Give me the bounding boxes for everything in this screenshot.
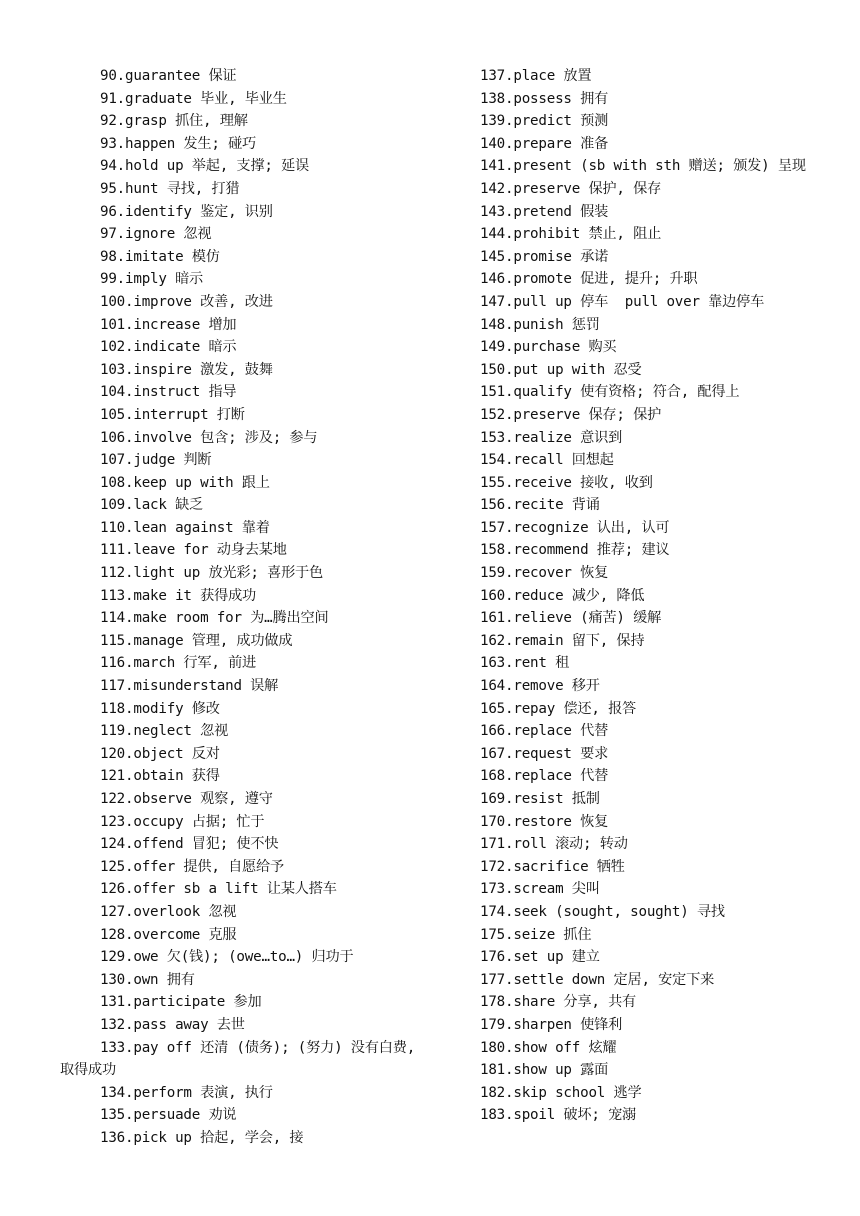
vocab-entry: 142.preserve 保护, 保存 <box>480 180 662 197</box>
vocab-entry: 141.present (sb with sth 赠送; 颁发) 呈现 <box>480 158 806 175</box>
vocab-entry: 130.own 拥有 <box>100 971 195 988</box>
vocab-entry: 98.imitate 模仿 <box>100 248 220 265</box>
vocab-entry: 93.happen 发生; 碰巧 <box>100 135 257 152</box>
vocab-entry: 150.put up with 忍受 <box>480 361 642 378</box>
vocab-entry: 135.persuade 劝说 <box>100 1107 237 1124</box>
vocab-entry: 106.involve 包含; 涉及; 参与 <box>100 429 318 446</box>
vocab-entry: 90.guarantee 保证 <box>100 68 237 84</box>
vocab-entry: 97.ignore 忽视 <box>100 226 212 243</box>
vocab-entry: 149.purchase 购买 <box>480 339 617 356</box>
vocab-entry: 154.recall 回想起 <box>480 452 614 469</box>
vocab-entry: 100.improve 改善, 改进 <box>100 293 273 310</box>
vocab-entry: 108.keep up with 跟上 <box>100 474 270 491</box>
vocab-entry: 102.indicate 暗示 <box>100 339 237 356</box>
vocab-entry: 128.overcome 克服 <box>100 926 237 943</box>
vocab-entry: 148.punish 惩罚 <box>480 316 600 333</box>
vocab-entry: 101.increase 增加 <box>100 316 237 333</box>
vocab-entry: 104.instruct 指导 <box>100 384 237 401</box>
vocab-entry: 151.qualify 使有资格; 符合, 配得上 <box>480 384 740 401</box>
vocab-entry: 123.occupy 占据; 忙于 <box>100 813 265 830</box>
vocab-entry: 155.receive 接收, 收到 <box>480 474 653 491</box>
vocab-entry: 160.reduce 减少, 降低 <box>480 587 645 604</box>
vocab-entry: 167.request 要求 <box>480 745 609 762</box>
vocab-entry: 158.recommend 推荐; 建议 <box>480 542 670 559</box>
vocab-entry: 137.place 放置 <box>480 68 592 84</box>
vocab-entry: 94.hold up 举起, 支撑; 延误 <box>100 158 310 175</box>
vocab-entry: 178.share 分享, 共有 <box>480 994 637 1011</box>
vocab-entry: 96.identify 鉴定, 识别 <box>100 203 273 220</box>
vocab-entry: 139.predict 预测 <box>480 113 609 130</box>
vocab-entry: 138.possess 拥有 <box>480 90 609 107</box>
left-column <box>60 65 430 1150</box>
vocab-entry: 110.lean against 靠着 <box>100 519 270 536</box>
vocab-entry: 161.relieve (痛苦) 缓解 <box>480 610 662 627</box>
vocab-entry: 146.promote 促进, 提升; 升职 <box>480 271 698 288</box>
vocab-entry: 182.skip school 逃学 <box>480 1084 642 1101</box>
vocab-entry: 144.prohibit 禁止, 阻止 <box>480 226 662 243</box>
vocab-entry: 136.pick up 拾起, 学会, 接 <box>100 1129 304 1146</box>
vocab-entry: 170.restore 恢复 <box>480 813 609 830</box>
vocab-entry: 177.settle down 定居, 安定下来 <box>480 971 715 988</box>
vocab-entry: 174.seek (sought, sought) 寻找 <box>480 903 725 920</box>
vocab-entry: 129.owe 欠(钱); (owe…to…) 归功于 <box>100 949 354 966</box>
vocab-entry: 131.participate 参加 <box>100 994 262 1011</box>
vocab-entry: 162.remain 留下, 保持 <box>480 632 645 649</box>
vocab-entry: 119.neglect 忽视 <box>100 723 229 740</box>
vocab-entry: 121.obtain 获得 <box>100 768 220 785</box>
vocab-entry: 179.sharpen 使锋利 <box>480 1016 623 1033</box>
vocab-entry: 157.recognize 认出, 认可 <box>480 519 670 536</box>
vocab-entry: 114.make room for 为…腾出空间 <box>100 610 329 627</box>
vocab-entry: 176.set up 建立 <box>480 949 600 966</box>
vocab-entry: 125.offer 提供, 自愿给予 <box>100 858 285 875</box>
vocab-entry: 181.show up 露面 <box>480 1062 609 1079</box>
vocab-entry: 143.pretend 假装 <box>480 203 609 220</box>
vocab-entry: 171.roll 滚动; 转动 <box>480 836 628 853</box>
vocab-entry: 115.manage 管理, 成功做成 <box>100 632 293 649</box>
vocab-entry: 153.realize 意识到 <box>480 429 623 446</box>
vocab-entry: 175.seize 抓住 <box>480 926 592 943</box>
vocab-entry: 147.pull up 停车 pull over 靠边停车 <box>480 293 765 310</box>
vocab-entry: 165.repay 偿还, 报答 <box>480 700 637 717</box>
vocab-entry: 132.pass away 去世 <box>100 1016 245 1033</box>
vocab-entry: 169.resist 抵制 <box>480 791 600 807</box>
vocab-entry: 156.recite 背诵 <box>480 497 600 514</box>
vocab-entry: 116.march 行军, 前进 <box>100 655 257 672</box>
vocab-entry: 120.object 反对 <box>100 745 220 762</box>
vocab-entry: 133.pay off 还清 (债务); (努力) 没有白费, 取得成功 <box>60 1039 424 1079</box>
vocab-entry: 172.sacrifice 牺牲 <box>480 858 625 875</box>
vocab-entry: 92.grasp 抓住, 理解 <box>100 113 248 130</box>
vocab-entry: 183.spoil 破坏; 宠溺 <box>480 1107 637 1124</box>
vocab-entry: 107.judge 判断 <box>100 452 212 469</box>
vocab-entry: 112.light up 放光彩; 喜形于色 <box>100 565 324 582</box>
vocab-entry: 103.inspire 激发, 鼓舞 <box>100 361 273 378</box>
vocab-entry: 180.show off 炫耀 <box>480 1039 617 1056</box>
vocab-entry: 173.scream 尖叫 <box>480 881 600 898</box>
vocab-entry: 166.replace 代替 <box>480 723 609 740</box>
vocab-entry: 164.remove 移开 <box>480 678 600 695</box>
vocab-entry: 111.leave for 动身去某地 <box>100 542 287 559</box>
vocab-entry: 91.graduate 毕业, 毕业生 <box>100 90 287 107</box>
vocab-entry: 105.interrupt 打断 <box>100 406 245 423</box>
vocab-entry: 126.offer sb a lift 让某人搭车 <box>100 881 337 898</box>
vocab-entry: 122.observe 观察, 遵守 <box>100 791 273 807</box>
vocab-entry: 127.overlook 忽视 <box>100 903 237 920</box>
vocab-entry: 163.rent 租 <box>480 655 570 672</box>
vocab-entry: 140.prepare 准备 <box>480 135 609 152</box>
vocab-entry: 152.preserve 保存; 保护 <box>480 406 662 423</box>
vocab-entry: 134.perform 表演, 执行 <box>100 1084 273 1101</box>
right-column <box>440 65 820 1127</box>
vocab-entry: 99.imply 暗示 <box>100 271 204 288</box>
vocab-entry: 159.recover 恢复 <box>480 565 609 582</box>
vocab-entry: 118.modify 修改 <box>100 700 220 717</box>
vocab-entry: 124.offend 冒犯; 使不快 <box>100 836 279 853</box>
vocab-entry: 117.misunderstand 误解 <box>100 678 279 695</box>
vocab-entry: 109.lack 缺乏 <box>100 497 204 514</box>
vocab-entry: 95.hunt 寻找, 打猎 <box>100 180 240 197</box>
vocab-entry: 168.replace 代替 <box>480 768 609 785</box>
vocab-entry: 113.make it 获得成功 <box>100 587 257 604</box>
vocab-entry: 145.promise 承诺 <box>480 248 609 265</box>
